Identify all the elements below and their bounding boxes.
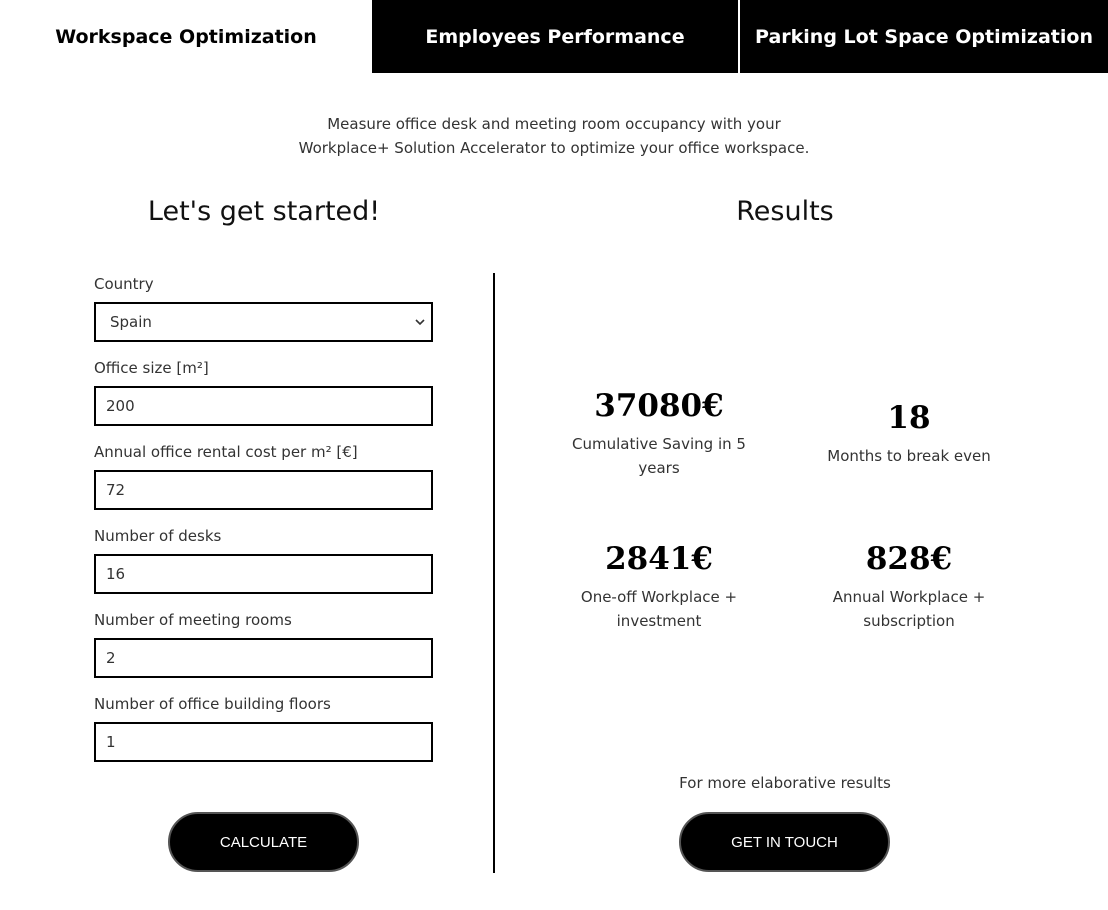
cumulative-saving-value: 37080€ (594, 388, 724, 424)
tab-employees-performance[interactable]: Employees Performance (372, 0, 738, 73)
cumulative-saving-label (549, 432, 769, 480)
one-off-label-line-1: One-off Workplace + (580, 588, 738, 606)
tab-parking-lot-space-optimization[interactable]: Parking Lot Space Optimization (740, 0, 1108, 73)
tab-bar (0, 0, 1108, 73)
country-label: Country (94, 275, 154, 293)
floors-label: Number of office building floors (94, 695, 331, 713)
calculate-button[interactable]: CALCULATE (168, 812, 359, 872)
rental-cost-label: Annual office rental cost per m² [€] (94, 443, 358, 461)
country-select-value: Spain (110, 313, 152, 331)
rental-cost-input[interactable] (94, 470, 433, 510)
meeting-rooms-label: Number of meeting rooms (94, 611, 292, 629)
results-title: Results (736, 196, 834, 227)
one-off-label-line-2: investment (616, 612, 702, 630)
chevron-down-icon (415, 317, 425, 327)
break-even-metric (799, 400, 1019, 468)
more-results-text: For more elaborative results (679, 774, 891, 792)
annual-subscription-metric (799, 541, 1019, 633)
intro-line-1: Measure office desk and meeting room occupancy with your (327, 115, 781, 133)
break-even-value: 18 (887, 400, 931, 436)
one-off-value: 2841€ (605, 541, 713, 577)
meeting-rooms-input[interactable] (94, 638, 433, 678)
form-title: Let's get started! (147, 196, 381, 227)
country-select[interactable] (94, 302, 433, 342)
annual-subscription-label-line-2: subscription (863, 612, 955, 630)
cumulative-saving-metric (549, 388, 769, 480)
desks-label: Number of desks (94, 527, 222, 545)
cumulative-saving-label-line-1: Cumulative Saving in 5 (572, 435, 746, 453)
intro-line-2: Workplace+ Solution Accelerator to optimize your office workspace. (298, 139, 810, 157)
cumulative-saving-label-line-2: years (638, 459, 680, 477)
annual-subscription-label (799, 585, 1019, 633)
desks-input[interactable] (94, 554, 433, 594)
tab-workspace-optimization[interactable]: Workspace Optimization (0, 0, 372, 73)
floors-input[interactable] (94, 722, 433, 762)
break-even-label: Months to break even (827, 447, 991, 465)
office-size-label: Office size [m²] (94, 359, 209, 377)
get-in-touch-button[interactable]: GET IN TOUCH (679, 812, 890, 872)
column-divider (493, 273, 495, 873)
one-off-metric (549, 541, 769, 633)
annual-subscription-value: 828€ (865, 541, 953, 577)
office-size-input[interactable] (94, 386, 433, 426)
intro-text (254, 112, 854, 160)
one-off-label (549, 585, 769, 633)
annual-subscription-label-line-1: Annual Workplace + (832, 588, 986, 606)
